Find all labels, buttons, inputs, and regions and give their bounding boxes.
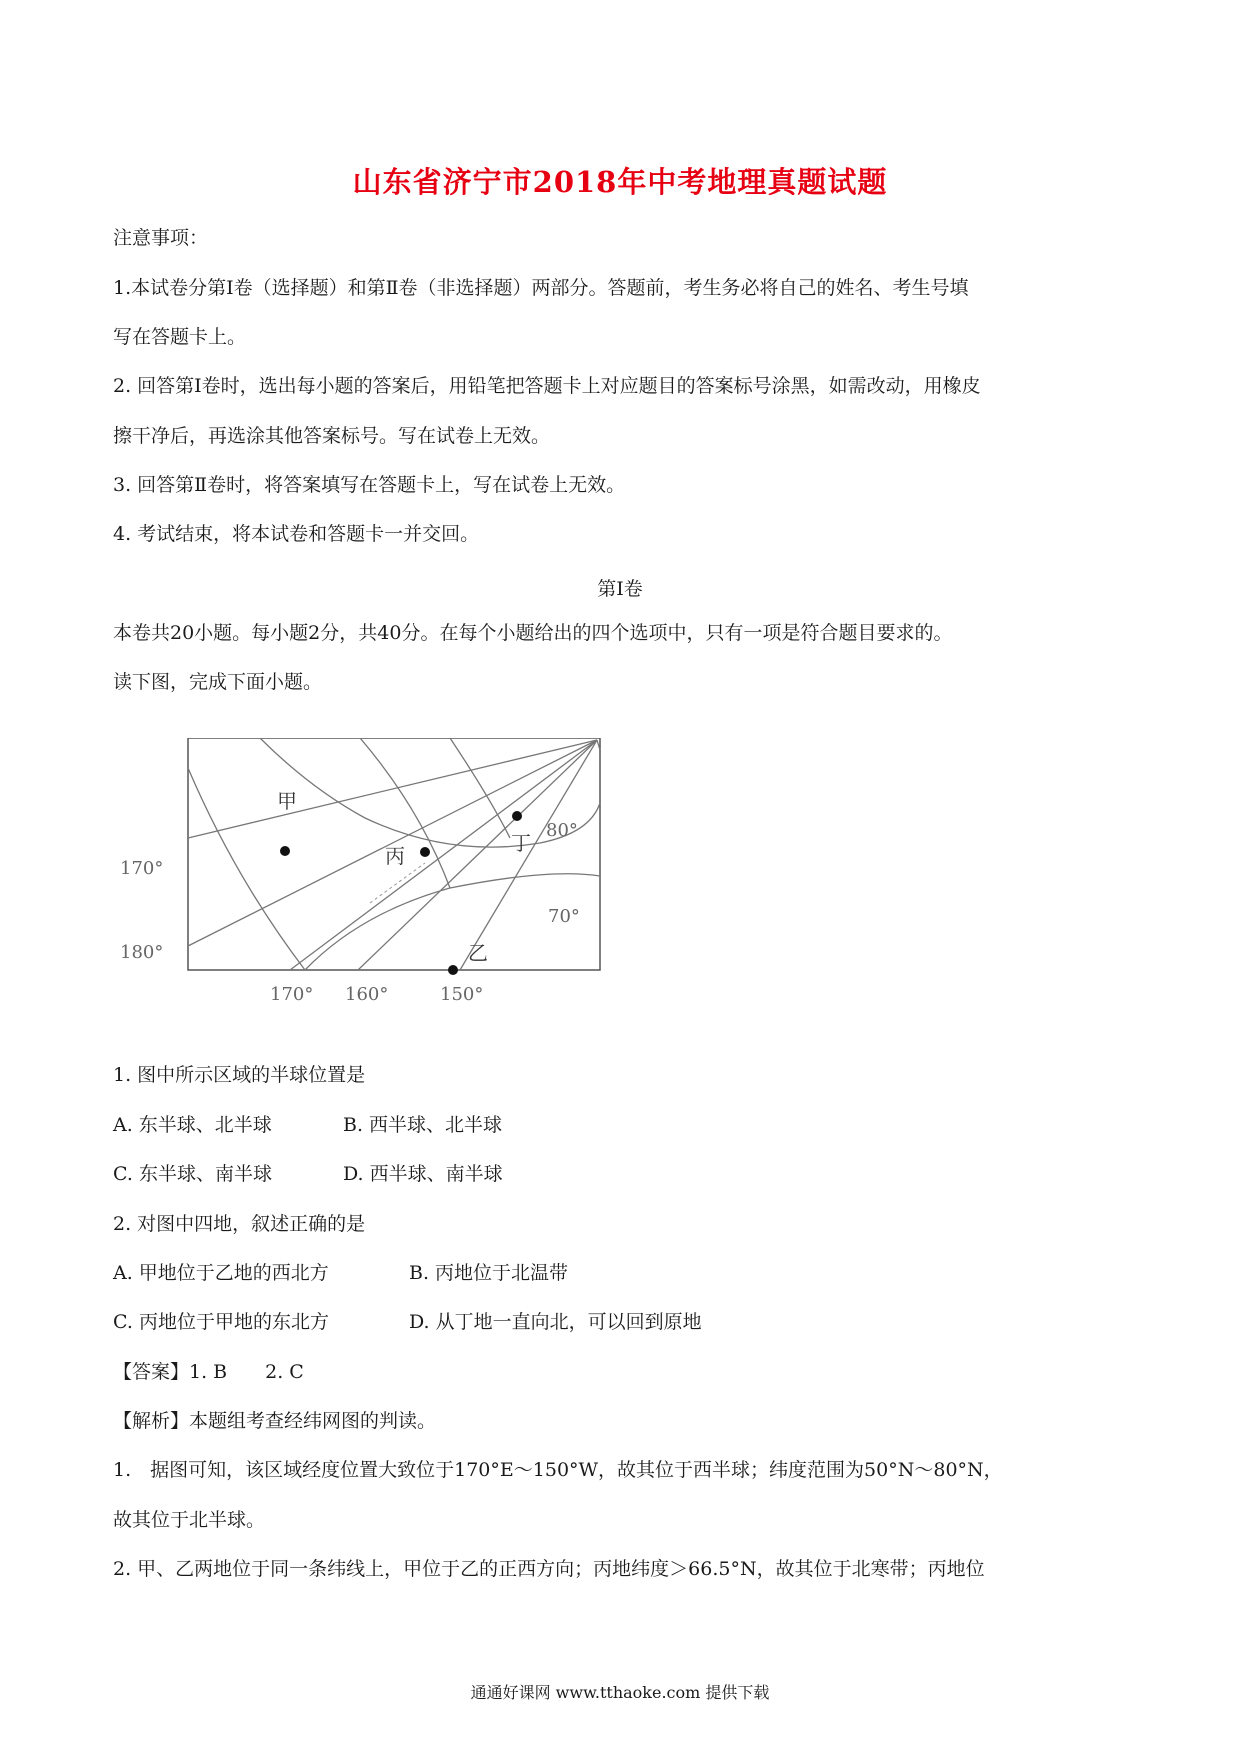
- analysis-line-2: 2. 甲、乙两地位于同一条纬线上，甲位于乙的正西方向；丙地纬度＞66.5°N，故其位于北寒带；丙地位: [113, 1558, 985, 1580]
- question-2-option-a: A. 甲地位于乙地的西北方: [113, 1262, 329, 1284]
- label-lon170-left: 170°: [120, 858, 164, 879]
- point-yi: [448, 965, 458, 975]
- analysis-line-1-cont: 故其位于北半球。: [113, 1509, 266, 1531]
- question-2-option-c: C. 丙地位于甲地的东北方: [113, 1311, 329, 1333]
- read-instruction: 读下图，完成下面小题。: [113, 671, 323, 693]
- label-yi: 乙: [468, 941, 488, 965]
- label-lat70: 70°: [548, 906, 580, 927]
- graticule-figure: [120, 738, 650, 1020]
- meridian-170-bottom: [290, 740, 597, 970]
- question-2-option-d: D. 从丁地一直向北，可以回到原地: [409, 1311, 702, 1333]
- analysis-intro: 【解析】本题组考查经纬网图的判读。: [113, 1410, 437, 1432]
- question-2-option-b: B. 丙地位于北温带: [409, 1262, 569, 1284]
- section-intro: 本卷共20小题。每小题2分，共40分。在每个小题给出的四个选项中，只有一项是符合题目要求的。: [113, 622, 953, 644]
- graticule-map: [120, 738, 650, 1020]
- page-title: 山东省济宁市2018年中考地理真题试题: [352, 165, 888, 199]
- notice-line-3: 3. 回答第Ⅱ卷时，将答案填写在答题卡上，写在试卷上无效。: [113, 474, 626, 496]
- label-lat80: 80°: [546, 820, 578, 841]
- label-lon150-bottom: 150°: [440, 984, 484, 1005]
- analysis-line-1: 1. 据图可知，该区域经度位置大致位于170°E～150°W，故其位于西半球；纬度范围为50°N～80°N，: [113, 1459, 1003, 1481]
- question-1-option-a: A. 东半球、北半球: [113, 1114, 272, 1136]
- answer-line: 【答案】1. B 2. C: [113, 1361, 304, 1383]
- section-title: 第Ⅰ卷: [597, 578, 643, 600]
- label-lon160-bottom: 160°: [345, 984, 389, 1005]
- dashed-line: [370, 863, 425, 903]
- label-jia: 甲: [277, 789, 297, 813]
- notice-line-1: 1.本试卷分第Ⅰ卷（选择题）和第Ⅱ卷（非选择题）两部分。答题前，考生务必将自己的姓名、考生号填: [113, 277, 969, 299]
- page-footer: 通通好课网 www.tthaoke.com 提供下载: [470, 1683, 770, 1702]
- label-lon180-left: 180°: [120, 942, 164, 963]
- notice-line-2: 2. 回答第Ⅰ卷时，选出每小题的答案后，用铅笔把答题卡上对应题目的答案标号涂黑，如需改动，用橡皮: [113, 375, 981, 397]
- notice-line-2-cont: 擦干净后，再选涂其他答案标号。写在试卷上无效。: [113, 425, 551, 447]
- question-2-stem: 2. 对图中四地，叙述正确的是: [113, 1213, 366, 1235]
- label-lon170-bottom: 170°: [270, 984, 314, 1005]
- point-jia: [280, 846, 290, 856]
- notice-heading: 注意事项：: [113, 227, 209, 249]
- question-1-option-d: D. 西半球、南半球: [343, 1163, 503, 1185]
- label-ding: 丁: [511, 831, 531, 855]
- question-1-option-b: B. 西半球、北半球: [343, 1114, 503, 1136]
- question-1-stem: 1. 图中所示区域的半球位置是: [113, 1064, 366, 1086]
- notice-line-4: 4. 考试结束，将本试卷和答题卡一并交回。: [113, 523, 480, 545]
- parallel-arc-mid: [360, 738, 450, 888]
- meridian-170: [188, 740, 597, 838]
- label-bing: 丙: [385, 844, 405, 868]
- point-bing: [420, 847, 430, 857]
- point-ding: [512, 811, 522, 821]
- question-1-option-c: C. 东半球、南半球: [113, 1163, 272, 1185]
- notice-line-1-cont: 写在答题卡上。: [113, 326, 247, 348]
